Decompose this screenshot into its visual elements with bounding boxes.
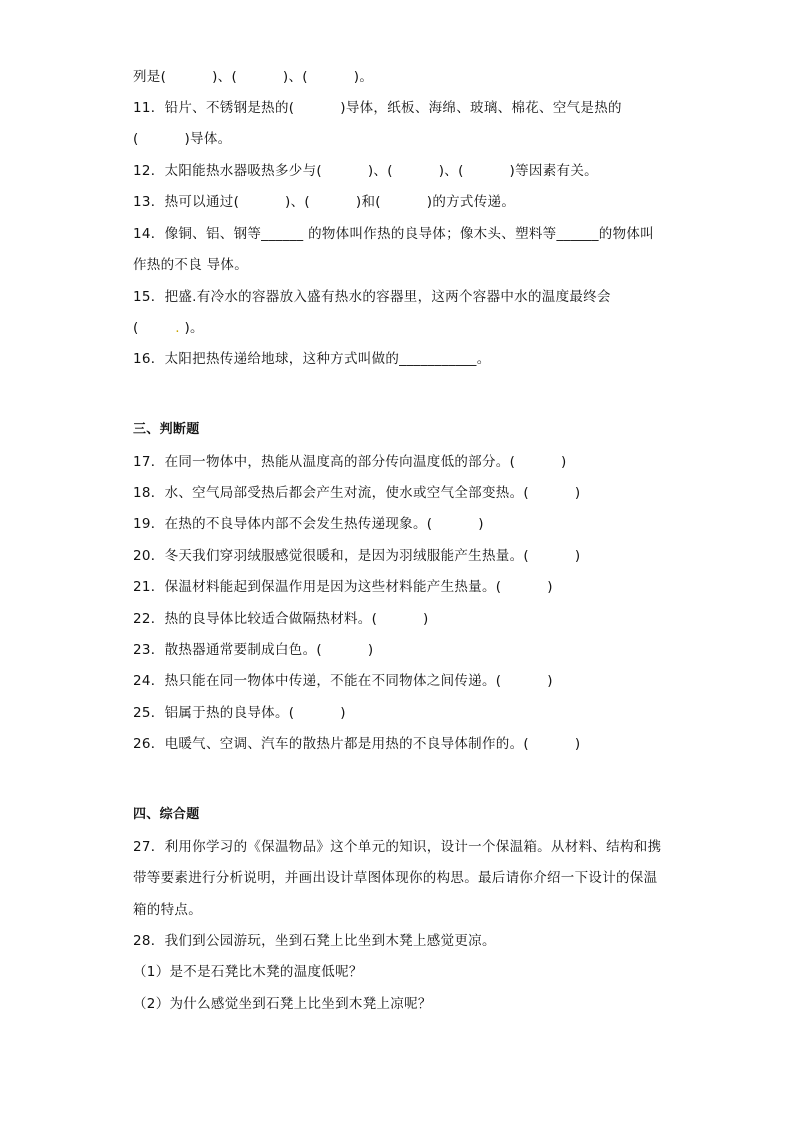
question-24: 24．热只能在同一物体中传递，不能在不同物体之间传递。( ) [133,673,553,689]
question-15-line-1: 15．把盛.有冷水的容器放入盛有热水的容器里，这两个容器中水的温度最终会 [133,289,611,305]
question-14-line-2: 作热的不良 导体。 [133,257,248,273]
question-26: 26．电暖气、空调、汽车的散热片都是用热的不良导体制作的。( ) [133,736,581,752]
question-20: 20．冬天我们穿羽绒服感觉很暖和，是因为羽绒服能产生热量。( ) [133,548,581,564]
section-heading-comprehensive: 四、综合题 [133,807,200,822]
question-28: 28．我们到公园游玩，坐到石凳上比坐到木凳上感觉更凉。 [133,933,496,949]
question-27-line-3: 箱的特点。 [133,902,202,918]
question-27-line-2: 带等要素进行分析说明，并画出设计草图体现你的构思。最后请你介绍一下设计的保温 [133,870,658,886]
question-11-line-2: ( )导体。 [133,131,232,147]
question-11-line-1: 11．铅片、不锈钢是热的( )导体，纸板、海绵、玻璃、棉花、空气是热的 [133,100,622,116]
question-19: 19．在热的不良导体内部不会发生热传递现象。( ) [133,516,484,532]
question-18: 18．水、空气局部受热后都会产生对流，使水或空气全部变热。( ) [133,485,581,501]
question-22: 22．热的良导体比较适合做隔热材料。( ) [133,611,429,627]
question-16: 16．太阳把热传递给地球，这种方式叫做的___________。 [133,351,491,367]
question-21: 21．保温材料能起到保温作用是因为这些材料能产生热量。( ) [133,579,553,595]
question-10-tail: 列是( )、( )、( )。 [133,69,374,85]
question-17: 17．在同一物体中，热能从温度高的部分传向温度低的部分。( ) [133,454,567,470]
question-28-sub-1: （1）是不是石凳比木凳的温度低呢？ [133,964,363,980]
question-12: 12．太阳能热水器吸热多少与( )、( )、( )等因素有关。 [133,163,598,179]
question-27-line-1: 27．利用你学习的《保温物品》这个单元的知识，设计一个保温箱。从材料、结构和携 [133,839,662,855]
question-15-line-2 [133,319,204,337]
question-13: 13．热可以通过( )、( )和( )的方式传递。 [133,194,516,210]
question-23: 23．散热器通常要制成白色。( ) [133,642,374,658]
question-14-line-1: 14．像铜、铝、钢等______ 的物体叫作热的良导体；像木头、塑料等______的物体叫 [133,226,654,242]
question-15-dot: . [175,320,180,336]
section-heading-judge: 三、判断题 [133,422,200,437]
question-15-close: )。 [179,320,204,336]
question-25: 25．铝属于热的良导体。( ) [133,705,346,721]
question-15-open: ( [133,320,176,336]
question-28-sub-2: （2）为什么感觉坐到石凳上比坐到木凳上凉呢？ [133,996,432,1012]
